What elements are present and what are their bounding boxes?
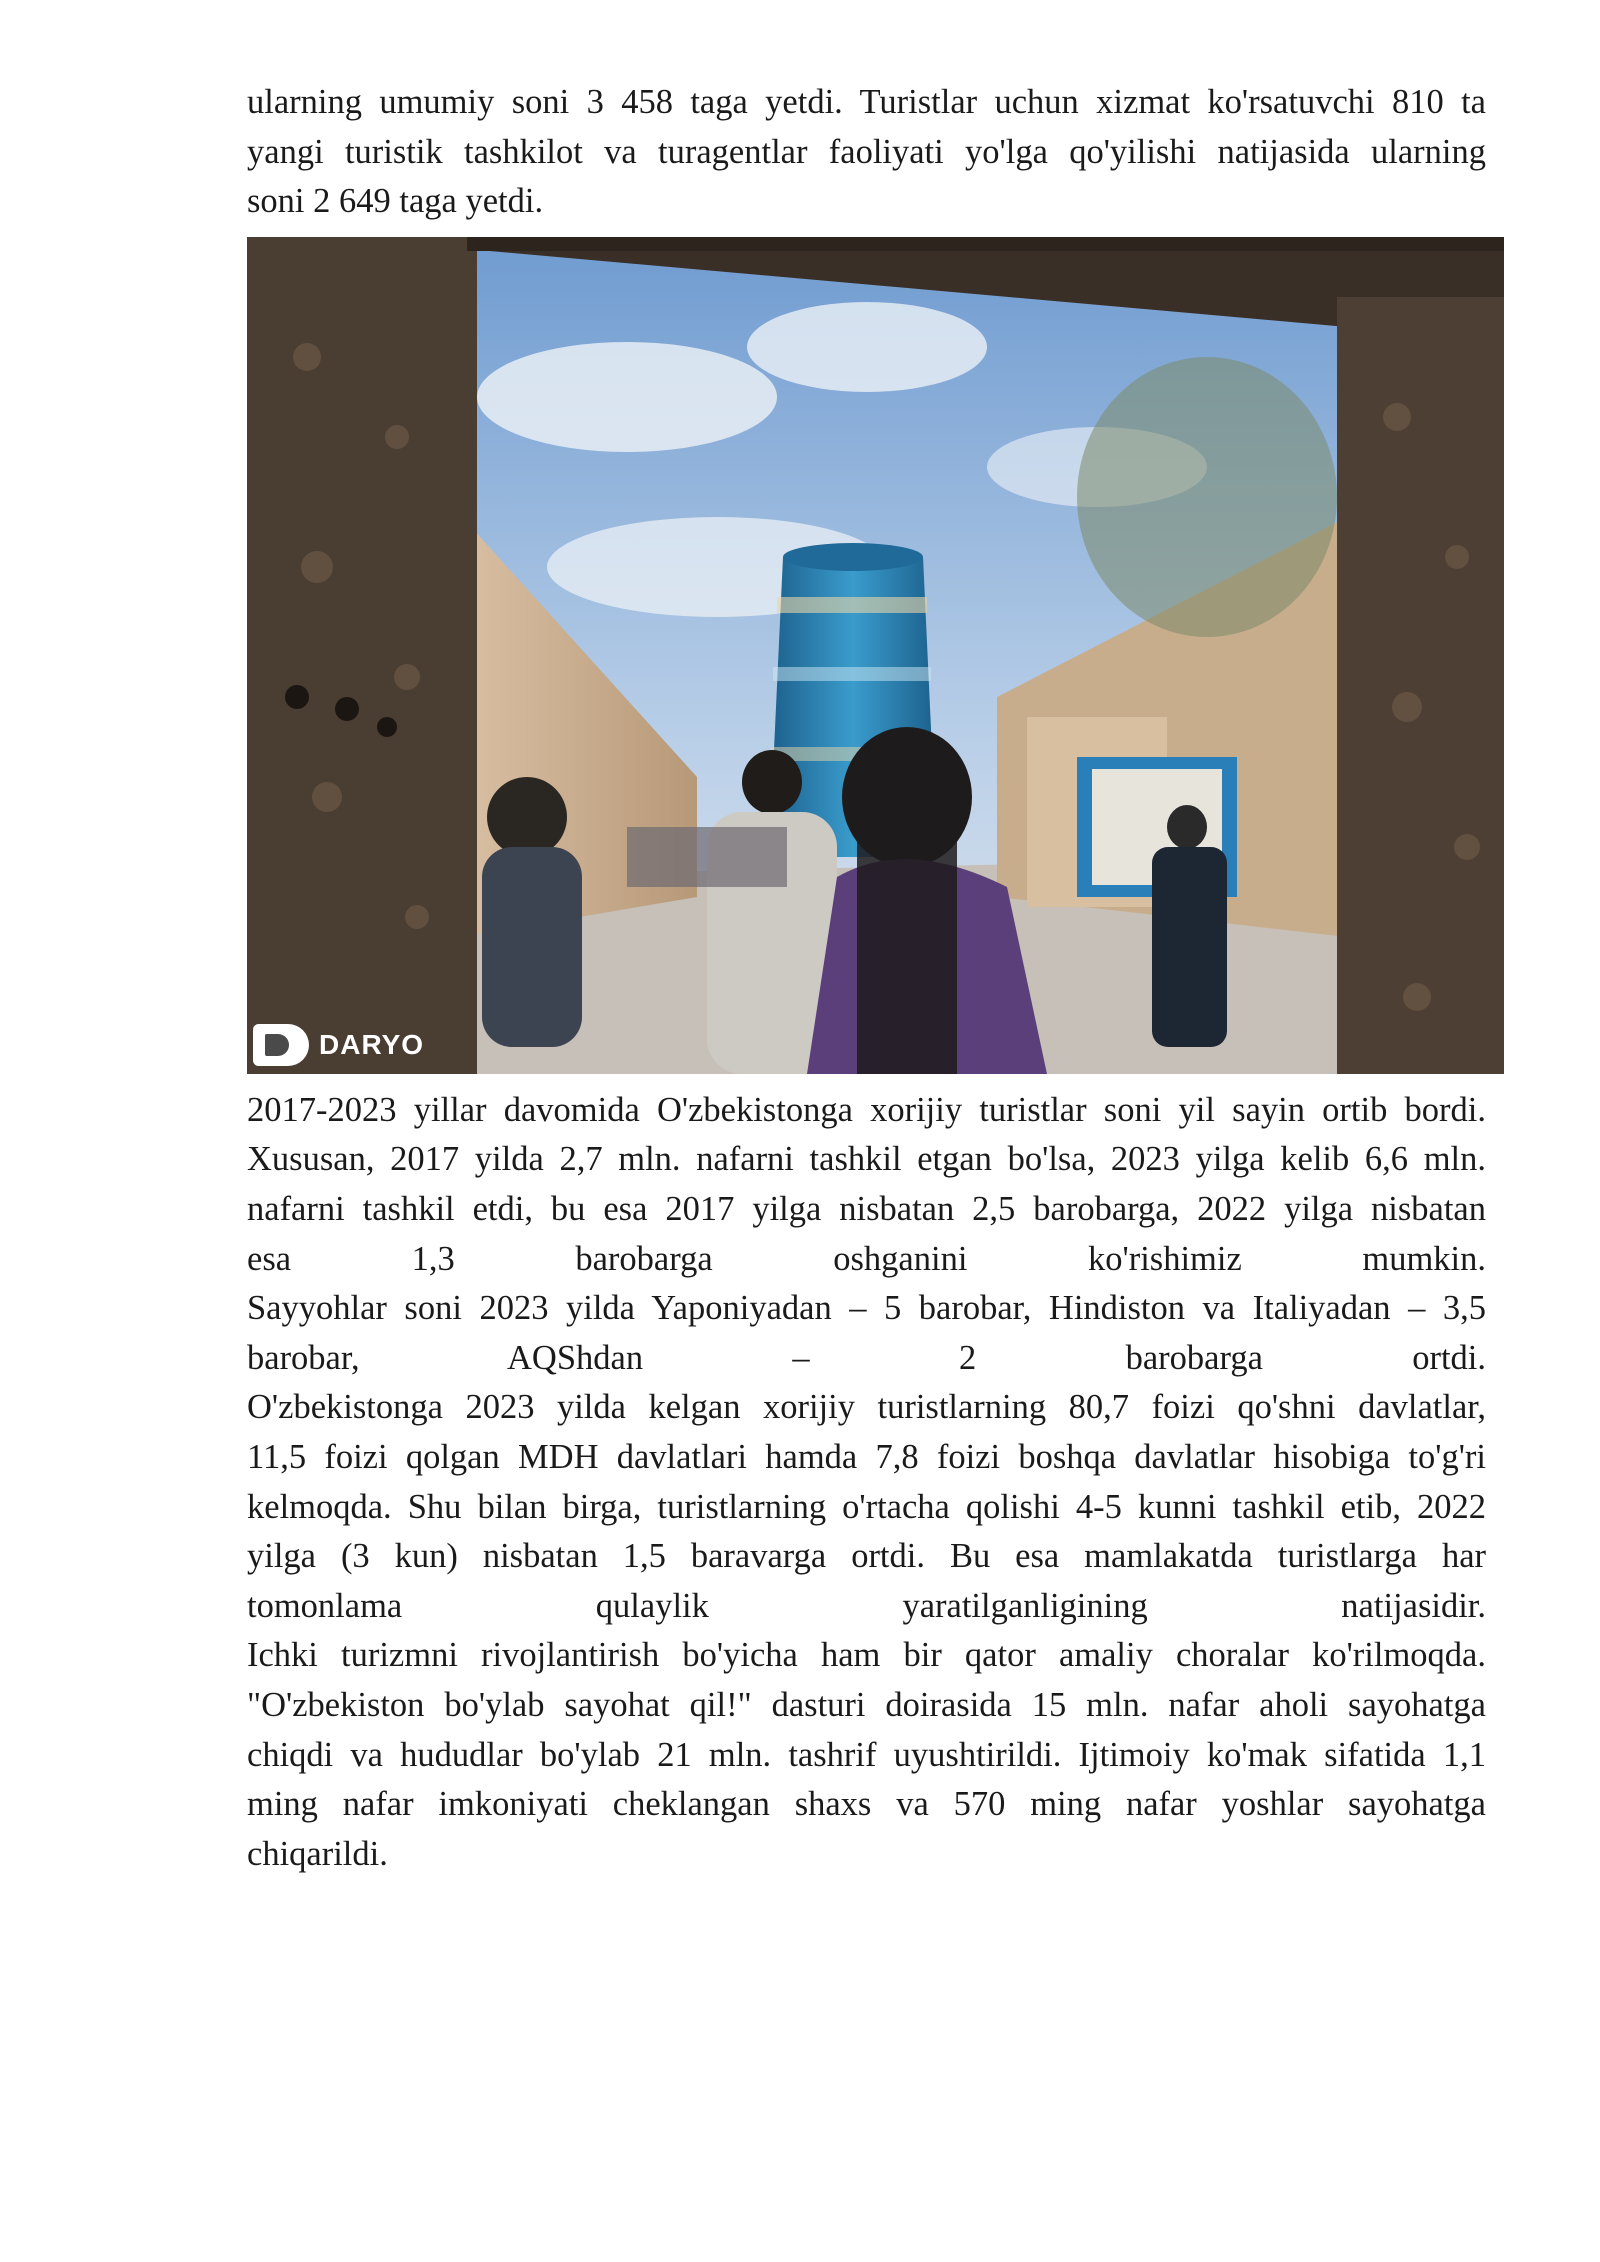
text-line: esa 1,3 barobarga oshganini ko'rishimiz mumkin. — [247, 1239, 1486, 1278]
text-line: "O'zbekiston bo'ylab sayohat qil!" dasturi doirasida 15 mln. nafar aholi sayohatga — [247, 1685, 1486, 1724]
text-line: ularning umumiy soni 3 458 taga yetdi. Turistlar uchun xizmat ko'rsatuvchi 810 ta — [247, 83, 1486, 121]
daryo-logo-icon — [253, 1024, 309, 1066]
text-line: soni 2 649 taga yetdi. — [247, 182, 544, 221]
text-line: 2017-2023 yillar davomida O'zbekistonga xorijiy turistlar soni yil sayin ortib bordi. — [247, 1090, 1486, 1129]
text-line: kelmoqda. Shu bilan birga, turistlarning o'rtacha qolishi 4-5 kunni tashkil etib, 2022 — [247, 1487, 1486, 1526]
intro-paragraph — [247, 78, 1486, 227]
text-line: yangi turistik tashkilot va turagentlar faoliyati yo'lga qo'yilishi natijasida ularning — [247, 132, 1486, 171]
text-line: yilga (3 kun) nisbatan 1,5 baravarga ortdi. Bu esa mamlakatda turistlarga har — [247, 1537, 1486, 1576]
text-line: chiqdi va hududlar bo'ylab 21 mln. tashrif uyushtirildi. Ijtimoiy ko'mak sifatida 1,1 — [247, 1735, 1486, 1774]
text-line: barobar, AQShdan – 2 barobarga ortdi. — [247, 1338, 1486, 1377]
photo-illustration — [247, 237, 1504, 1074]
text-line: Sayyohlar soni 2023 yilda Yaponiyadan – 5 barobar, Hindiston va Italiyadan – 3,5 — [247, 1289, 1486, 1328]
text-line: tomonlama qulaylik yaratilganligining natijasidir. — [247, 1586, 1486, 1625]
body-paragraph — [247, 1086, 1486, 1880]
text-line: ming nafar imkoniyati cheklangan shaxs va 570 ming nafar yoshlar sayohatga — [247, 1785, 1486, 1824]
khiva-photo — [247, 237, 1504, 1074]
daryo-logo-text: DARYO — [319, 1028, 425, 1060]
daryo-logo — [253, 1024, 424, 1066]
text-line: Ichki turizmni rivojlantirish bo'yicha ham bir qator amaliy choralar ko'rilmoqda. — [247, 1636, 1486, 1675]
text-line: O'zbekistonga 2023 yilda kelgan xorijiy turistlarning 80,7 foizi qo'shni davlatlar, — [247, 1388, 1486, 1427]
text-line: nafarni tashkil etdi, bu esa 2017 yilga nisbatan 2,5 barobarga, 2022 yilga nisbatan — [247, 1189, 1486, 1228]
text-line: 11,5 foizi qolgan MDH davlatlari hamda 7,8 foizi boshqa davlatlar hisobiga to'g'ri — [247, 1437, 1486, 1476]
text-line: chiqarildi. — [247, 1834, 388, 1873]
document-page — [247, 78, 1486, 1879]
text-line: Xususan, 2017 yilda 2,7 mln. nafarni tashkil etgan bo'lsa, 2023 yilga kelib 6,6 mln. — [247, 1140, 1486, 1179]
